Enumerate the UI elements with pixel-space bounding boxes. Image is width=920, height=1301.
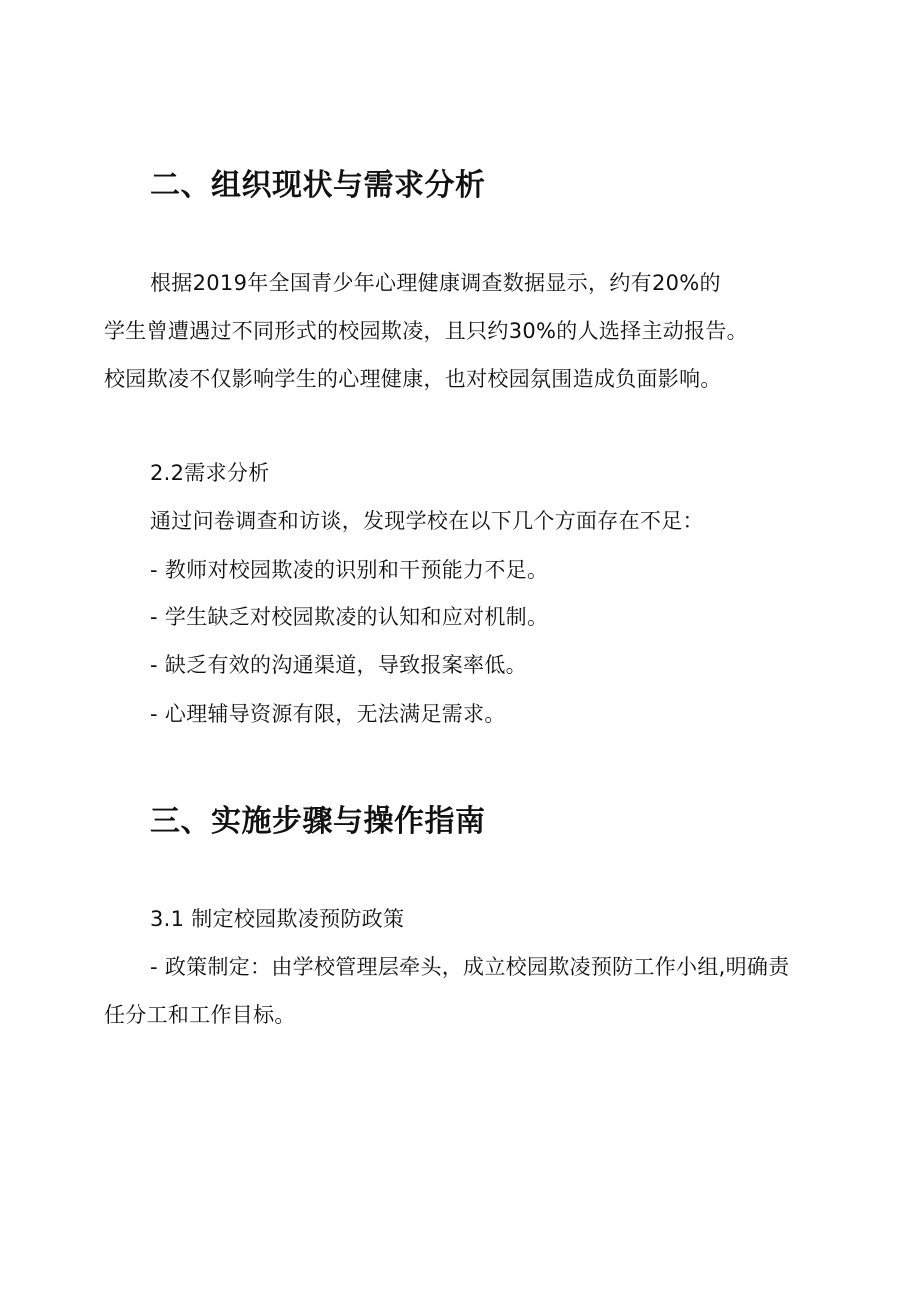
section-3-1-paragraph-line-2: 任分工和工作目标。 xyxy=(104,1003,296,1027)
section-2-2-heading: 2.2需求分析 xyxy=(150,461,270,485)
list-item: - 学生缺乏对校园欺凌的认知和应对机制。 xyxy=(150,605,549,629)
list-item: - 教师对校园欺凌的识别和干预能力不足。 xyxy=(150,558,549,582)
list-item: - 心理辅导资源有限，无法满足需求。 xyxy=(150,702,506,726)
section-3-heading: 三、实施步骤与操作指南 xyxy=(150,804,486,839)
section-3-1-heading: 3.1 制定校园欺凌预防政策 xyxy=(150,907,405,931)
section-2-paragraph-line-1: 根据2019年全国青少年心理健康调查数据显示，约有20%的 xyxy=(150,271,721,295)
section-2-paragraph-line-3: 校园欺凌不仅影响学生的心理健康，也对校园氛围造成负面影响。 xyxy=(104,367,722,391)
section-2-paragraph-line-2: 学生曾遭遇过不同形式的校园欺凌，且只约30%的人选择主动报告。 xyxy=(104,319,748,343)
section-2-2-intro: 通过问卷调查和访谈，发现学校在以下几个方面存在不足： xyxy=(150,509,704,533)
section-2-heading: 二、组织现状与需求分析 xyxy=(150,168,486,203)
section-3-1-paragraph-line-1: - 政策制定：由学校管理层牵头，成立校园欺凌预防工作小组,明确责 xyxy=(150,955,790,979)
list-item: - 缺乏有效的沟通渠道，导致报案率低。 xyxy=(150,653,527,677)
